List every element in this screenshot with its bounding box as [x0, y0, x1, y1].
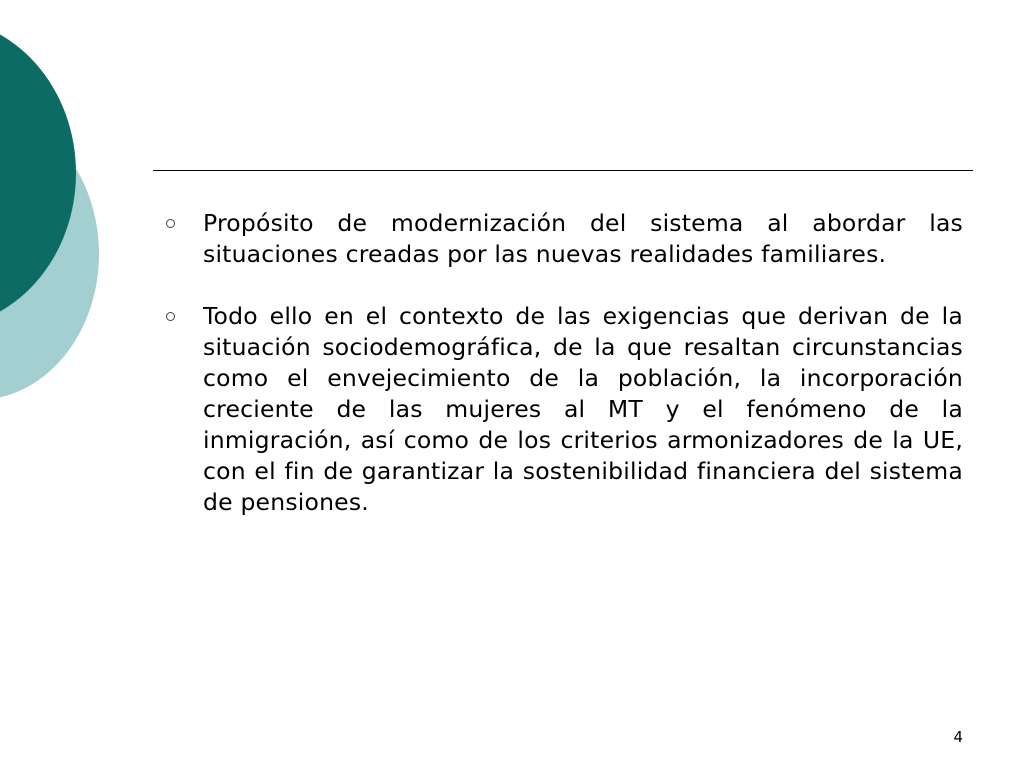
page-number: 4	[953, 728, 963, 746]
list-item	[160, 208, 963, 270]
bullet-text: Todo ello en el contexto de las exigencias que derivan de la situación sociodemográfica, de la que resaltan circunstancias como el envejecimiento de la población, la incorporación creciente de las mujeres al MT y el fenómeno de la inmigración, así como de los criterios armonizadores de la UE, con el fin de garantizar la sostenibilidad financiera del sistema de pensiones.	[203, 302, 963, 516]
title-divider	[153, 170, 973, 171]
hollow-circle-bullet-icon	[166, 312, 175, 321]
bullet-text: Propósito de modernización del sistema al abordar las situaciones creadas por las nuevas realidades familiares.	[203, 209, 963, 268]
hollow-circle-bullet-icon	[166, 219, 175, 228]
bullet-list	[160, 208, 963, 549]
list-item	[160, 301, 963, 518]
